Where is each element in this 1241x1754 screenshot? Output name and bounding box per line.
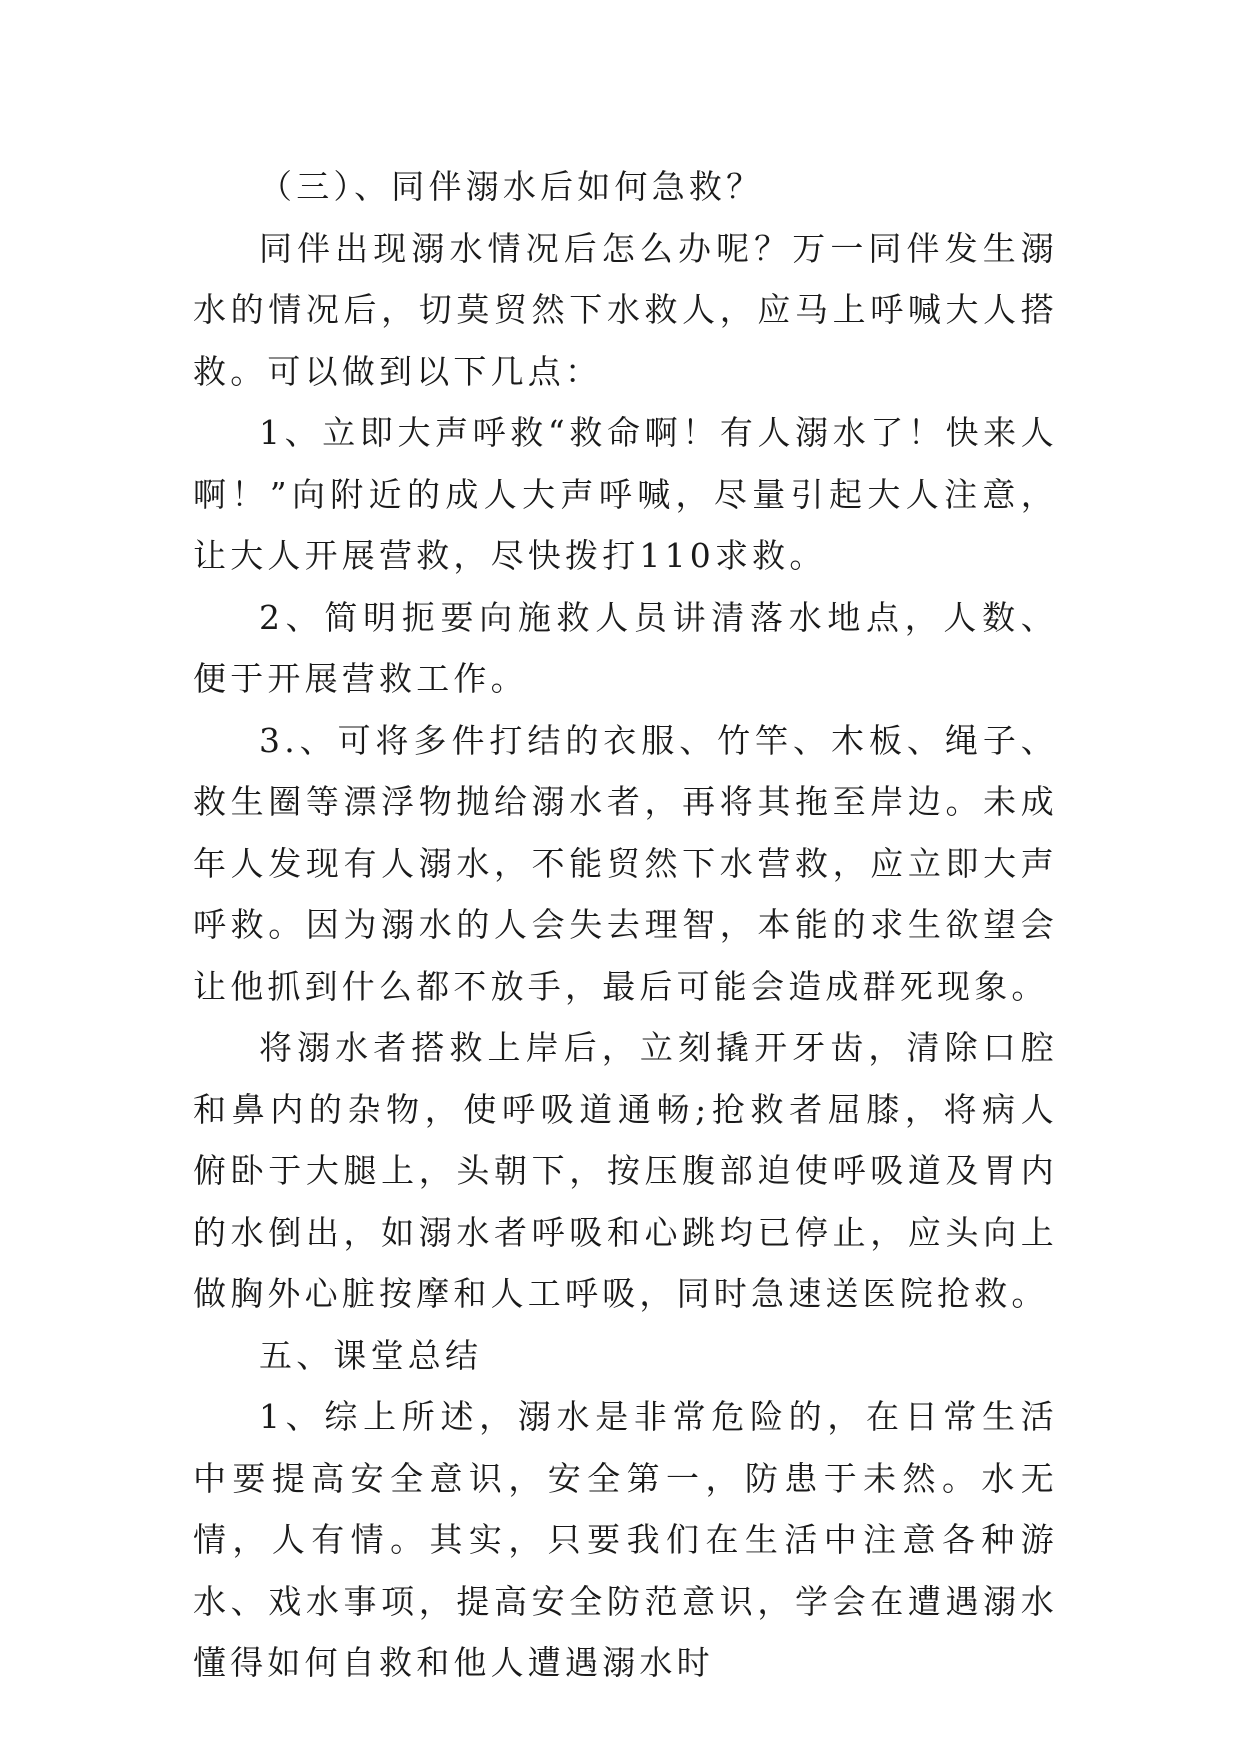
- paragraph-summary-1: 1、综上所述，溺水是非常危险的，在日常生活中要提高安全意识，安全第一，防患于未然。水无情，人有情。其实，只要我们在生活中注意各种游水、戏水事项，提高安全防范意识，学会在遭遇溺水懂得如何自救和他人遭遇溺水时: [193, 1397, 1058, 1682]
- paragraph-intro: 同伴出现溺水情况后怎么办呢？万一同伴发生溺水的情况后，切莫贸然下水救人，应马上呼喊大人搭救。可以做到以下几点：: [193, 228, 1058, 391]
- section-heading-summary: 五、课堂总结: [259, 1335, 483, 1375]
- paragraph-point-1: 1、立即大声呼救“救命啊！有人溺水了！快来人啊！”向附近的成人大声呼喊，尽量引起大人注意，让大人开展营救，尽快拨打110求救。: [193, 413, 1058, 575]
- paragraph-point-2: 2、简明扼要向施救人员讲清落水地点，人数、便于开展营救工作。: [193, 597, 1058, 698]
- paragraph-point-3: 3.、可将多件打结的衣服、竹竿、木板、绳子、救生圈等漂浮物抛给溺水者，再将其拖至岸边。未成年人发现有人溺水，不能贸然下水营救，应立即大声呼救。因为溺水的人会失去理智，本能的求生欲望会让他抓到什么都不放手，最后可能会造成群死现象。: [193, 720, 1058, 1006]
- document-body: [193, 156, 1058, 1694]
- paragraph-rescue-steps: 将溺水者搭救上岸后，立刻撬开牙齿，清除口腔和鼻内的杂物，使呼吸道通畅;抢救者屈膝，将病人俯卧于大腿上，头朝下，按压腹部迫使呼吸道及胃内的水倒出，如溺水者呼吸和心跳均已停止，应头向上做胸外心脏按摩和人工呼吸，同时急速送医院抢救。: [193, 1028, 1058, 1313]
- section-heading-first-aid: （三）、同伴溺水后如何急救？: [259, 167, 764, 206]
